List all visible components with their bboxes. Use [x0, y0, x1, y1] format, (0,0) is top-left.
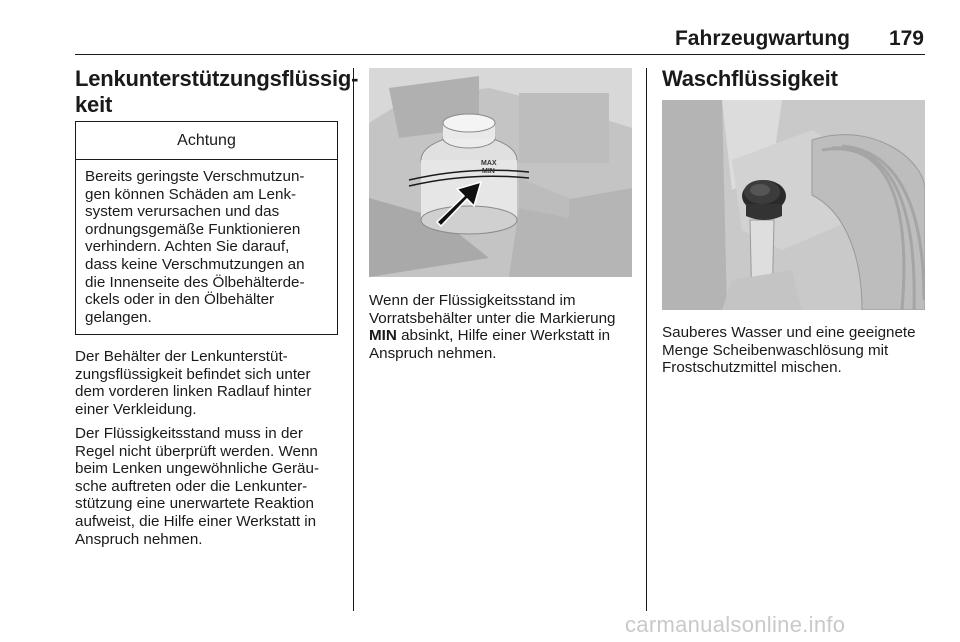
fluid-level-paragraph: Der Flüssigkeitsstand muss in der Regel nicht überprüft werden. Wenn beim Lenken ungewöhnliche Geräu- sche auftreten oder die Lenkunter- stützung eine unerwartete Reaktion aufweist, die Hilfe einer Werkstatt in Anspruch nehmen. — [75, 425, 320, 548]
warning-box — [75, 121, 338, 335]
column-divider-left — [353, 68, 354, 611]
power-steering-reservoir-image — [369, 68, 632, 277]
column-divider-right — [646, 68, 647, 611]
reservoir-location-paragraph: Der Behälter der Lenkunterstüt- zungsflüssigkeit befindet sich unter dem vorderen linken Radlauf hinter einer Verkleidung. — [75, 348, 312, 418]
warning-title: Achtung — [76, 122, 337, 160]
max-marking-label: MAX — [481, 160, 497, 167]
min-marking-label: MIN — [482, 168, 495, 175]
header-rule — [75, 54, 925, 55]
washer-fluid-heading: Waschflüssigkeit — [662, 66, 838, 91]
min-level-paragraph — [369, 292, 639, 362]
page-number: 179 — [888, 27, 924, 50]
section-title: Fahrzeugwartung — [674, 27, 850, 50]
washer-fluid-paragraph: Sauberes Wasser und eine geeignete Menge Scheibenwaschlösung mit Frostschutzmittel mischen. — [662, 324, 916, 377]
min-marking-word: MIN — [369, 327, 397, 345]
min-level-text-before: Wenn der Flüssigkeitsstand im Vorratsbehälter unter die Markierung — [369, 292, 616, 327]
min-level-text-after: absinkt, Hilfe einer Werkstatt in Anspruch nehmen. — [369, 327, 611, 362]
warning-text: Bereits geringste Verschmutzun- gen können Schäden am Lenk- system verursachen und das ordnungsgemäße Funktionieren verhindern. Achten Sie darauf, dass keine Verschmutzungen an die Innenseite des Ölbehälterde- ckels oder in den Ölbehälter gelangen. — [85, 168, 305, 326]
washer-fluid-reservoir-image — [662, 100, 925, 310]
watermark: carmanualsonline.info — [625, 612, 846, 637]
power-steering-fluid-heading: Lenkunterstützungsflüssig- keit — [75, 66, 359, 117]
